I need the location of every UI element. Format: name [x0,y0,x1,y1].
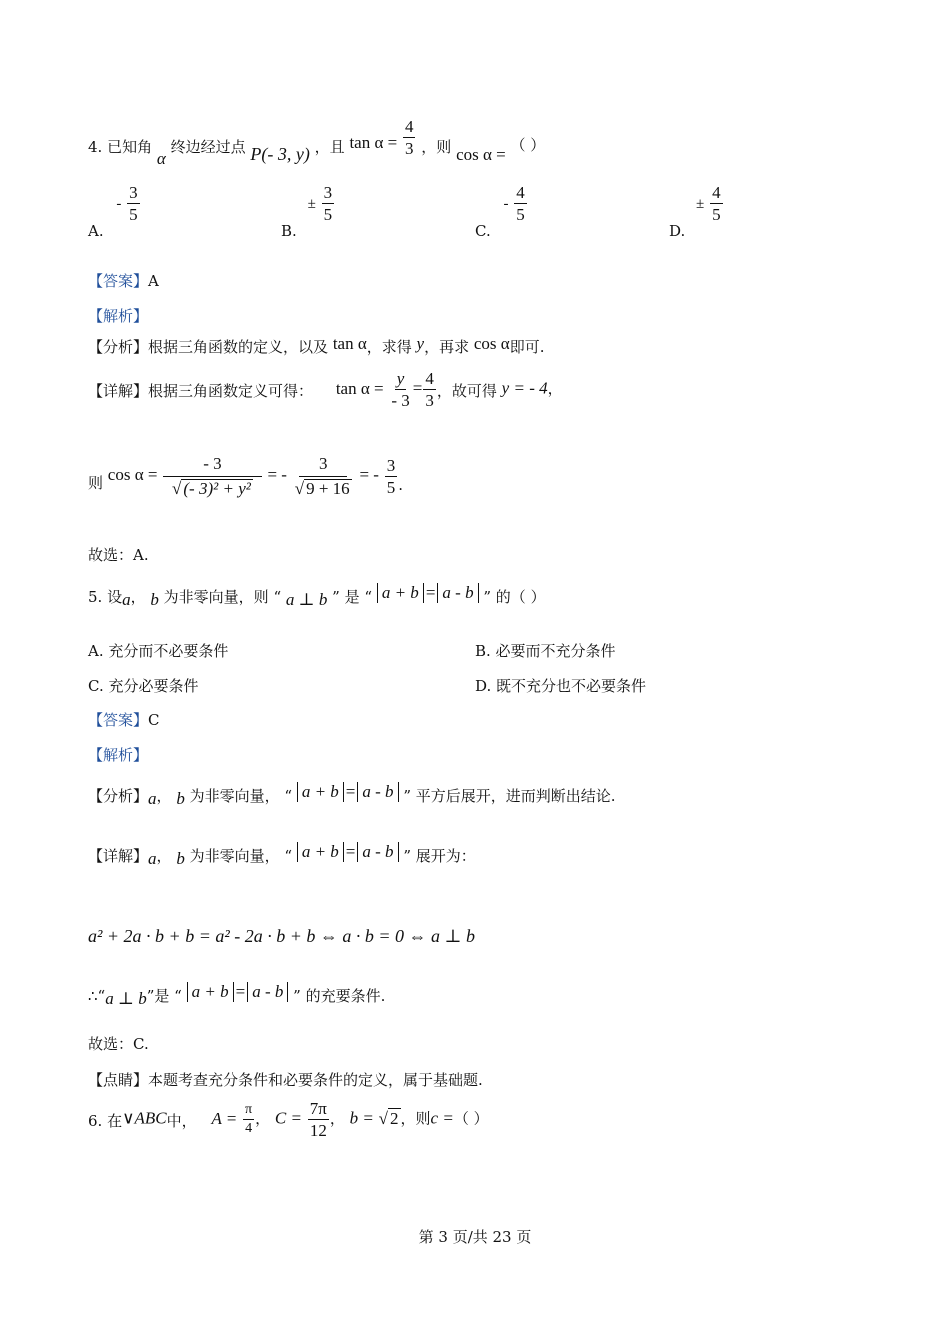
q5-option-d[interactable]: D. 既不充分也不必要条件 [475,677,647,695]
therefore-abs-minus: a - b [247,982,288,1002]
q4-stem-mid: 终边经过点 [170,137,246,156]
option-label: C. [475,221,491,240]
dianjing-tag: 【点睛】 [88,1071,149,1089]
q6-C: C = [274,1108,302,1128]
detail-tag: 【详解】 [88,847,149,865]
page-footer: 第 3 页/共 23 页 [418,1228,532,1246]
option-frac [710,184,723,223]
q4-analysis-tag: 【解析】 [88,307,149,325]
q6-A-num: π [243,1103,254,1120]
detail-eq: = [412,378,423,398]
q4-answer [88,270,159,291]
fenxi-tag: 【分析】 [88,338,149,356]
option-label: D. [669,221,686,240]
q4-point: P(- 3, y) [250,143,310,164]
q6-c: c = [430,1108,454,1128]
q4-ze [88,455,403,497]
option-den: 5 [129,205,138,224]
detail-tag: 【详解】 [88,381,149,400]
q4-cos: cos α = [456,144,506,164]
therefore-eq: = [235,982,246,1001]
q5-option-b[interactable]: B. 必要而不充分条件 [475,642,616,660]
q5-stem-d: ” 的（ ） [483,588,546,606]
q6-stem-b: 中， [166,1111,197,1130]
q5-choose: 故选：C. [88,1035,149,1053]
answer-tag: 【答案】 [88,272,149,290]
fenxi-abs-minus: a - b [357,782,398,802]
q6-A: A = [211,1108,238,1128]
q6-stem [88,1100,489,1139]
q6-A-den: 4 [245,1121,253,1136]
fenxi-end: ” 平方后展开，进而判断出结论. [403,787,616,805]
detail-comma: ， [156,847,172,865]
detail-a: a [148,849,157,868]
detail-f2-den: 3 [425,391,434,410]
q5-detail [88,842,476,868]
q6-C-frac [308,1100,329,1139]
fenxi-abs-plus: a + b [297,782,344,802]
detail-f1-den: - 3 [391,391,410,410]
detail-comma: ， [547,379,563,398]
therefore-abs-plus: a + b [187,982,234,1002]
q6-C-den: 12 [309,1121,327,1140]
option-den: 5 [516,205,525,224]
ze-f1-den-wrap: √ (- 3)² + y² [172,479,251,498]
q5-analysis-tag: 【解析】 [88,746,149,764]
q5-stem [88,583,546,609]
option-num: 4 [712,183,721,202]
fenxi-text-a: 根据三角函数的定义，以及 [148,338,329,356]
detail-eq: = [345,842,356,861]
ze-frac-2 [293,455,354,497]
q4-stem [88,117,546,168]
detail-tan: tan α = [335,378,384,398]
q6-paren: （ ） [453,1109,489,1128]
option-num: 4 [516,183,525,202]
option-sign: - [116,195,122,212]
ze-f1-den: (- 3)² + y² [183,479,251,498]
q4-option-c[interactable] [475,183,528,240]
therefore-perp: a ⊥ b [105,989,147,1008]
option-den: 5 [323,205,333,224]
therefore-c: ” 的充要条件. [293,987,386,1005]
q4-tan: tan α = [349,132,398,152]
option-sign: - [503,195,509,212]
fenxi-cos: cos α [473,334,510,353]
q4-fenxi [88,336,545,357]
q4-tan-den: 3 [404,139,414,158]
fenxi-text-c: ，再求 [424,338,470,356]
detail-b: b [176,849,185,868]
answer-value: A [148,272,159,290]
detail-end: ” 展开为： [403,847,476,865]
q5-expand-formula: a² + 2a · b + b = a² - 2a · b + b ⇔ a · b = 0 ⇔ a ⊥ b [88,926,475,946]
detail-frac-2 [423,370,436,409]
ze-cos: cos α = [107,465,158,484]
ze-frac-3 [385,457,398,496]
q4-choose: 故选：A. [88,546,149,564]
q5-fenxi [88,782,616,808]
option-num: 3 [129,183,138,202]
fenxi-y: y [416,334,425,353]
detail-y: y = - 4 [501,378,548,398]
q5-answer [88,709,160,730]
option-label: B. [281,221,297,240]
detail-text-a: 根据三角函数定义可得： [148,381,314,400]
q6-c2: ， [329,1109,345,1128]
q4-stem-then: ，则 [421,137,452,156]
detail-text-b: ，故可得 [436,381,497,400]
q4-detail [88,370,563,409]
ze-frac-1 [163,455,261,497]
ze-f2-den: 9 + 16 [306,479,350,498]
q5-option-a[interactable]: A. 充分而不必要条件 [88,642,229,660]
q5-stem-c: ” 是 “ [332,588,373,606]
q6-stem-a: 6. 在 [88,1111,123,1130]
fenxi-tag: 【分析】 [88,787,149,805]
q6-b: b = [349,1108,374,1128]
option-frac [127,184,140,223]
fenxi-comma: ， [156,787,172,805]
q5-abs-minus: a - b [437,583,478,603]
q6-triangle: ∨ABC [122,1108,167,1128]
ze-f3-num: 3 [386,455,396,475]
q5-comma: ， [130,588,146,606]
ze-label: 则 [88,474,104,492]
ze-f1-num: - 3 [163,455,261,477]
option-den: 5 [712,205,721,224]
detail-f2-num: 4 [425,369,434,388]
q5-therefore [88,982,386,1008]
q4-stem-and: ，且 [314,137,345,156]
detail-f1-num: y [396,369,405,388]
option-frac [322,184,335,223]
ze-eq2: = - [267,465,287,484]
q6-stem-c: ，则 [400,1109,431,1128]
fenxi-eq: = [345,782,356,801]
detail-text-b: 为非零向量， “ [189,847,293,865]
dianjing-text: 本题考查充分条件和必要条件的定义，属于基础题. [148,1071,483,1089]
q5-a: a [122,590,131,609]
therefore-b: ”是 “ [146,987,182,1005]
option-label: A. [88,221,104,240]
q5-abs-plus: a + b [377,583,424,603]
q4-paren: （ ） [510,135,546,154]
ze-f2-num: 3 [299,455,348,477]
q5-b: b [150,590,159,609]
ze-f2-den-wrap: √ 9 + 16 [294,479,350,498]
option-sign: ± [307,195,316,212]
detail-abs-plus: a + b [297,842,344,862]
q4-alpha: α [156,148,166,168]
fenxi-tan: tan α [332,334,367,353]
option-num: 3 [323,183,333,202]
q6-sqrt2: √ 2 [378,1108,399,1128]
q5-eq: = [425,583,436,602]
q5-dianjing [88,1069,483,1090]
ze-dot: . [398,476,403,494]
answer-tag: 【答案】 [88,711,149,729]
q5-perp: a ⊥ b [285,590,328,609]
q6-C-num: 7π [309,1099,327,1118]
detail-abs-minus: a - b [357,842,398,862]
q6-sqrt2-value: 2 [390,1108,399,1128]
fenxi-text-b: 为非零向量， “ [189,787,293,805]
q5-option-c[interactable]: C. 充分必要条件 [88,677,199,695]
q4-option-d[interactable] [669,183,724,240]
therefore-a: ∴“ [88,987,106,1005]
fenxi-text-d: 即可. [509,338,545,356]
q4-tan-frac [403,118,416,157]
q4-stem-prefix: 4. 已知角 [88,137,153,156]
answer-value: C [148,711,160,729]
q4-option-a[interactable] [88,183,141,240]
q4-option-b[interactable] [281,183,335,240]
q5-stem-b: 为非零向量，则 “ [163,588,282,606]
ze-eq3: = - [359,465,379,484]
q6-A-frac [243,1103,254,1136]
q4-tan-num: 4 [404,117,414,136]
fenxi-b: b [176,789,185,808]
ze-f3-den: 5 [386,477,396,497]
q5-stem-a: 5. 设 [88,588,123,606]
detail-frac-1 [389,370,411,409]
fenxi-text-b: ，求得 [366,338,412,356]
option-frac [514,184,527,223]
option-sign: ± [696,195,705,212]
fenxi-a: a [148,789,157,808]
q6-c1: ， [255,1109,271,1128]
